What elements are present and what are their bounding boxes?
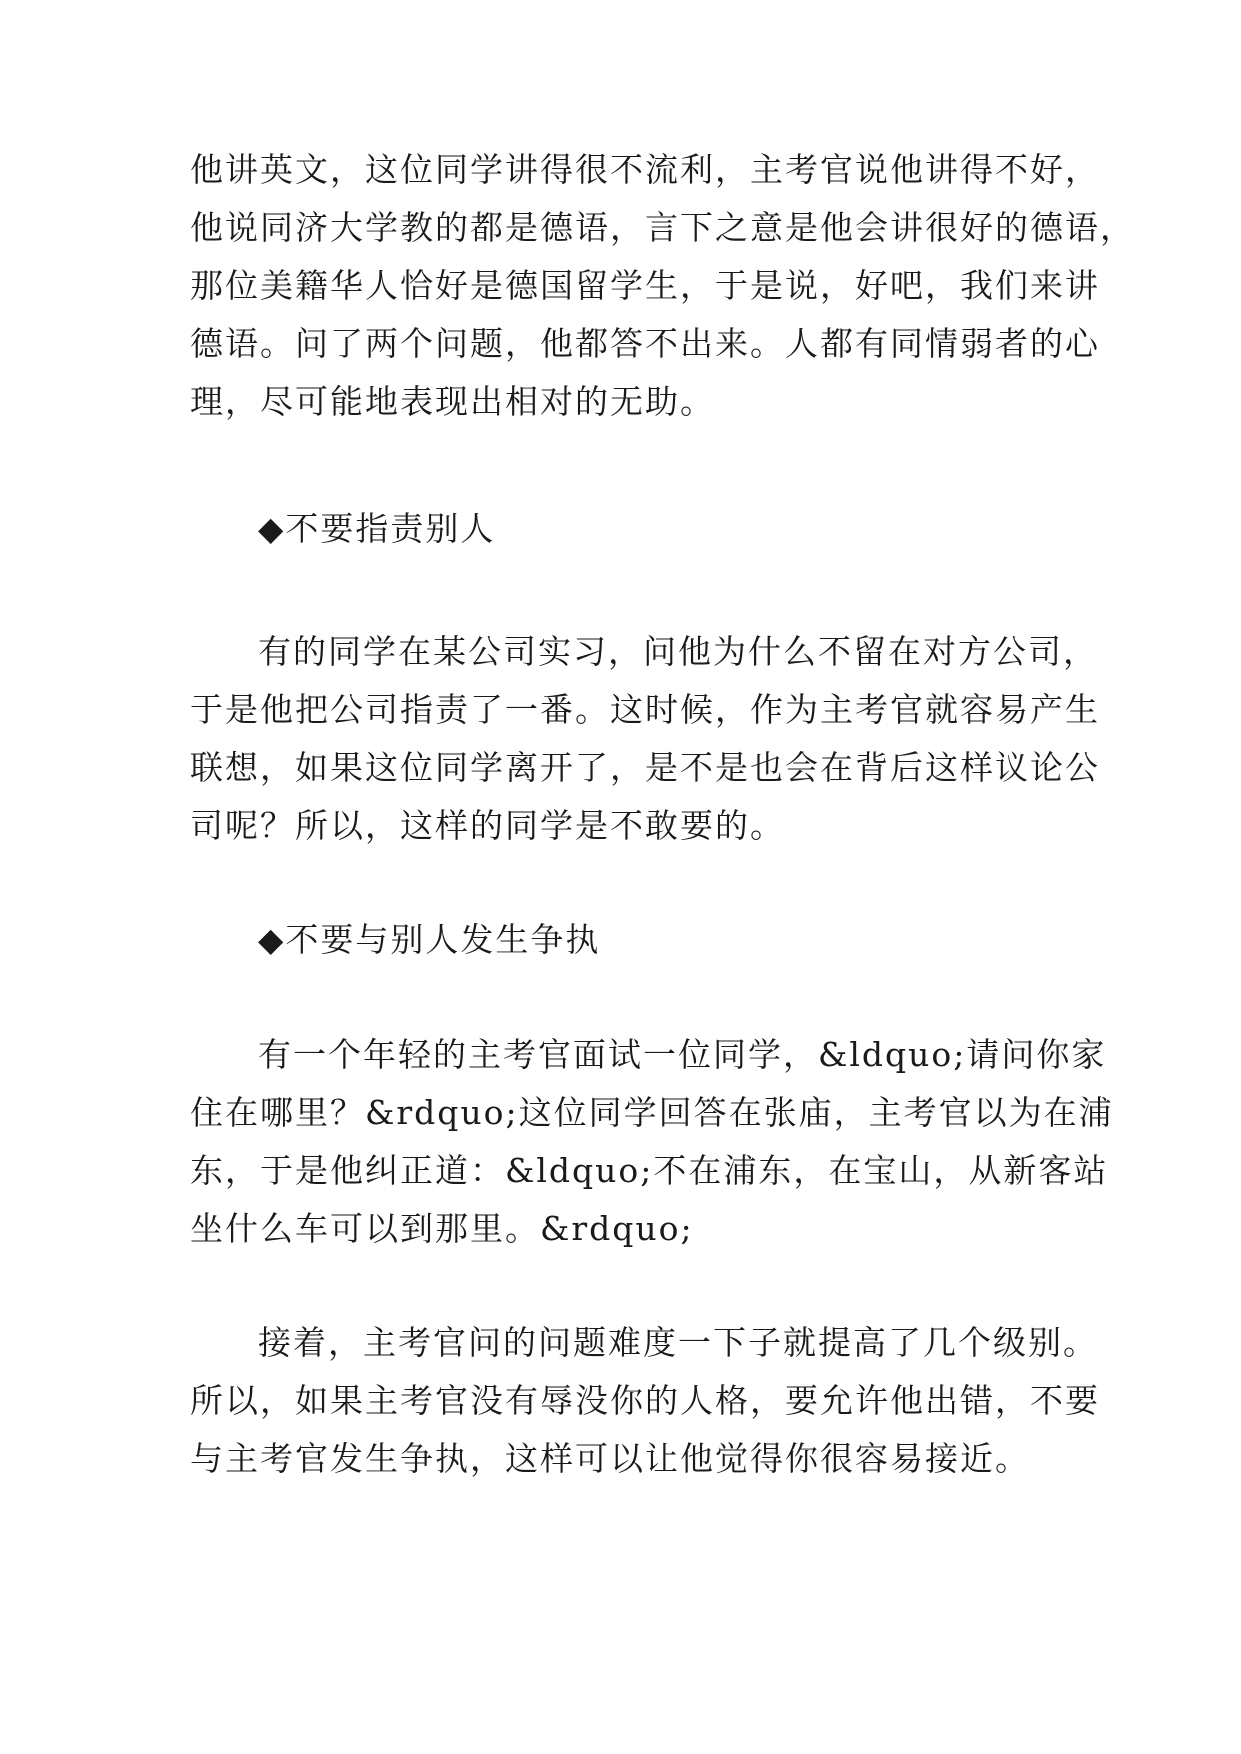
paragraph-4-line-1: 接着，主考官问的问题难度一下子就提高了几个级别。 bbox=[258, 1323, 1098, 1362]
paragraph-2-line-1: 有的同学在某公司实习，问他为什么不留在对方公司， bbox=[258, 632, 1098, 671]
paragraph-4-line-2: 所以，如果主考官没有辱没你的人格，要允许他出错，不要 bbox=[190, 1381, 1100, 1420]
paragraph-1-line-2: 他说同济大学教的都是德语，言下之意是他会讲很好的德语， bbox=[190, 208, 1135, 247]
section-heading-2: ◆不要与别人发生争执 bbox=[258, 920, 601, 959]
paragraph-2-line-3: 联想，如果这位同学离开了，是不是也会在背后这样议论公 bbox=[190, 748, 1100, 787]
paragraph-1-line-1: 他讲英文，这位同学讲得很不流利，主考官说他讲得不好， bbox=[190, 150, 1100, 189]
paragraph-2-line-4: 司呢？所以，这样的同学是不敢要的。 bbox=[190, 806, 785, 845]
paragraph-1-line-5: 理，尽可能地表现出相对的无助。 bbox=[190, 382, 715, 421]
paragraph-1-line-3: 那位美籍华人恰好是德国留学生，于是说，好吧，我们来讲 bbox=[190, 266, 1100, 305]
paragraph-2-line-2: 于是他把公司指责了一番。这时候，作为主考官就容易产生 bbox=[190, 690, 1100, 729]
paragraph-3-line-3: 东，于是他纠正道：&ldquo;不在浦东，在宝山，从新客站 bbox=[190, 1151, 1109, 1190]
paragraph-3-line-2: 住在哪里？&rdquo;这位同学回答在张庙，主考官以为在浦 bbox=[190, 1093, 1114, 1132]
section-heading-1: ◆不要指责别人 bbox=[258, 509, 496, 548]
paragraph-3-line-4: 坐什么车可以到那里。&rdquo; bbox=[190, 1209, 694, 1248]
paragraph-4-line-3: 与主考官发生争执，这样可以让他觉得你很容易接近。 bbox=[190, 1439, 1030, 1478]
paragraph-3-line-1: 有一个年轻的主考官面试一位同学，&ldquo;请问你家 bbox=[258, 1035, 1107, 1074]
paragraph-1-line-4: 德语。问了两个问题，他都答不出来。人都有同情弱者的心 bbox=[190, 324, 1100, 363]
